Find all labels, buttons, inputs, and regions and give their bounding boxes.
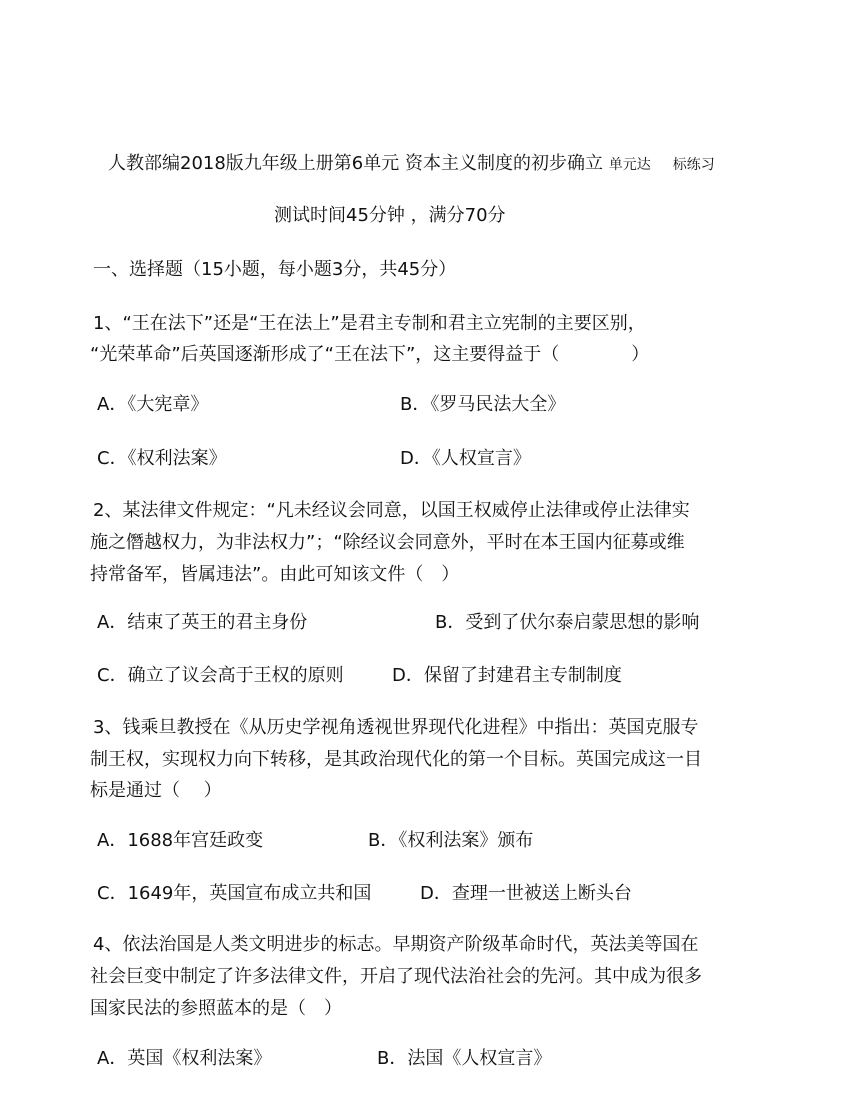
document-subtitle: 测试时间45分钟 ，满分70分 <box>274 205 506 226</box>
question-2-option-a: A．结束了英王的君主身份 <box>97 612 308 633</box>
question-2-line-3: 持常备军，皆属违法”。由此可知该文件（ ） <box>90 564 460 585</box>
title-suffix-2: 标练习 <box>672 157 715 173</box>
question-3-line-3: 标是通过（ ） <box>90 780 222 801</box>
question-4-line-2: 社会巨变中制定了许多法律文件，开启了现代法治社会的先河。其中成为很多 <box>90 966 702 987</box>
question-3-option-b: B．《权利法案》颁布 <box>368 830 534 851</box>
question-3-option-c: C．1649年，英国宣布成立共和国 <box>97 883 372 904</box>
question-3-option-d: D．查理一世被送上断头台 <box>420 883 632 904</box>
question-3-option-a: A．1688年宫廷政变 <box>97 830 264 851</box>
document-title <box>108 150 715 179</box>
question-2-line-1: 2、某法律文件规定：“凡未经议会同意，以国王权威停止法律或停止法律实 <box>93 500 690 521</box>
question-2-option-c: C．确立了议会高于王权的原则 <box>97 665 344 686</box>
title-suffix-1: 单元达 <box>608 157 651 173</box>
question-4-option-a: A．英国《权利法案》 <box>97 1048 272 1069</box>
question-1-option-c: C．《权利法案》 <box>97 448 227 469</box>
question-2-option-b: B．受到了伏尔泰启蒙思想的影响 <box>435 612 700 633</box>
question-4-line-3: 国家民法的参照蓝本的是（ ） <box>90 998 342 1019</box>
question-1-option-d: D．《人权宣言》 <box>400 448 531 469</box>
question-4-option-b: B．法国《人权宣言》 <box>377 1048 552 1069</box>
question-1-line-1: 1、“王在法下”还是“王在法上”是君主专制和君主立宪制的主要区别， <box>93 313 646 334</box>
question-1-option-b: B．《罗马民法大全》 <box>400 394 566 415</box>
question-1-option-a: A．《大宪章》 <box>97 394 209 415</box>
question-2-line-2: 施之僭越权力，为非法权力”；“除经议会同意外，平时在本王国内征募或维 <box>90 532 685 553</box>
question-3-line-1: 3、钱乘旦教授在《从历史学视角透视世界现代化进程》中指出：英国克服专 <box>93 717 699 738</box>
title-main: 人教部编2018版九年级上册第6单元 资本主义制度的初步确立 <box>108 153 603 174</box>
question-2-option-d: D．保留了封建君主专制制度 <box>392 665 622 686</box>
question-3-line-2: 制王权，实现权力向下转移，是其政治现代化的第一个目标。英国完成这一目 <box>90 749 702 770</box>
section-heading: 一、选择题（15小题，每小题3分，共45分） <box>93 259 457 280</box>
question-4-line-1: 4、依法治国是人类文明进步的标志。早期资产阶级革命时代，英法美等国在 <box>93 934 699 955</box>
question-1-line-2: “光荣革命”后英国逐渐形成了“王在法下”，这主要得益于（ ） <box>90 344 650 365</box>
